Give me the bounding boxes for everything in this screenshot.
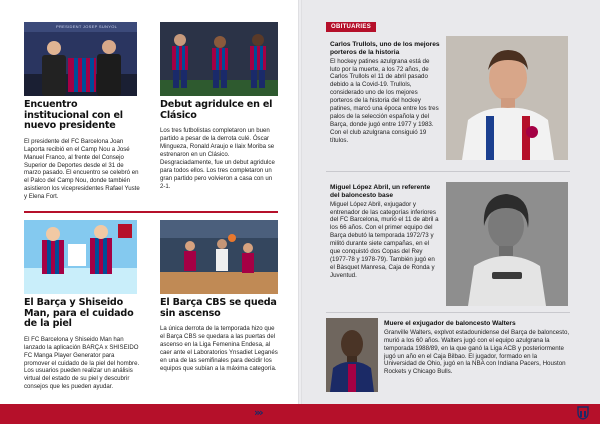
- footer-bar: [0, 404, 600, 424]
- club-crest-icon: [576, 406, 590, 420]
- obituary-photo-walters: [326, 318, 378, 392]
- obituary-photo-lopez: [446, 182, 568, 306]
- page-spine: [298, 0, 302, 424]
- obituary-lopez: [330, 184, 440, 280]
- section-divider: [24, 211, 278, 213]
- players-photo-illustration: [160, 22, 278, 96]
- portrait-illustration: [326, 318, 378, 392]
- obituary-title: Carlos Trullols, uno de los mejores porteros de la historia: [330, 41, 440, 56]
- article-body: La única derrota de la temporada hizo que el Barça CBS se quedara a las puertas del ascenso en la Liga Femenina Endesa, al caer ante el Laboratorios Ynsadiet Leganés en una de las semifinales para decidir los equipos que subían a la máxima categoría.: [160, 325, 278, 372]
- article-encuentro: [24, 100, 140, 201]
- chevron-right-icon: ›››: [254, 406, 262, 419]
- obituary-divider: [326, 171, 570, 172]
- article-title: Encuentro institucional con el nuevo presidente: [24, 99, 123, 132]
- article-photo-clasico: [160, 22, 278, 96]
- article-title: El Barça y Shiseido Man, para el cuidado de la piel: [24, 297, 134, 330]
- obituary-divider: [326, 312, 570, 313]
- obituary-title: Miguel López Abril, un referente del baloncesto base: [330, 184, 431, 199]
- article-title: Debut agridulce en el Clásico: [160, 99, 273, 121]
- obituary-body: Granville Walters, explvot estadounidense del Barça de baloncesto, murió a los 60 años. Walters jugó con el equipo azulgrana la temporada 1988/89, en la que ganó la Liga ACB y posteriormente jugó un año en el Caja Bilbao. El jugador, formado en la Universidad de Ohio, jugó en la NBA con Indiana Pacers, Houston Rockets y Chicago Bulls.: [384, 328, 570, 376]
- obituary-walters: [384, 320, 570, 376]
- article-photo-shiseido: [24, 220, 137, 294]
- obituary-body: El hockey patines azulgrana está de luto por la muerte, a los 72 años, de Carlos Trullols el 11 de abril pasado debido a la Covid-19. Trullols, considerado uno de los mejores porteros de la historia del hockey patines, marcó una época entre los tres palos de la selección española y del Barça, donde jugó entre 1977 y 1983. Con el club azulgrana consiguió 19 títulos.: [330, 57, 439, 144]
- portrait-illustration: [446, 36, 568, 160]
- article-title: El Barça CBS se queda sin ascenso: [160, 297, 277, 319]
- article-body: El presidente del FC Barcelona Joan Laporta recibió en el Camp Nou a José Manuel Franco, al frente del Consejo Superior de Deportes desde el 31 de marzo pasado. El encuentro se celebró en el Palco del Camp Nou, donde también asistieron los vicepresidentes Rafael Yuste y Elena Fort.: [24, 137, 140, 201]
- article-body: El FC Barcelona y Shiseido Man han lanzado la aplicación BARÇA x SHISEIDO FC Manga Player Generator para promover el cuidado de la piel del hombre. Los usuarios pueden realizar un análisis virtual del estado de su piel y descubrir consejos que les pueden ayudar.: [24, 335, 140, 391]
- article-debut: [160, 100, 278, 190]
- article-photo-cbs: [160, 220, 278, 294]
- obituary-trullols: [330, 41, 440, 145]
- article-shiseido: [24, 298, 140, 391]
- obituary-body: Miguel López Abril, exjugador y entrenador de las categorías inferiores del FC Barcelona, murió el 11 de abril a los 66 años. Con el primer equipo del Barça debutó la temporada 1972/73 y militó durante siete campañas, en el que conquistó dos Copas del Rey (1977-78 y 1978-79). También jugó en el Bàsquet Manresa, Caja de Ronda y Juventud.: [330, 200, 439, 279]
- photo-caption: PRESIDENT JOSEP SUNYOL: [56, 24, 118, 29]
- article-photo-laporta: [24, 22, 137, 96]
- portrait-illustration: [446, 182, 568, 306]
- meeting-photo-illustration: [24, 22, 137, 96]
- manga-illustration: [24, 220, 137, 294]
- section-label-obituaries: OBITUARIES: [326, 22, 376, 32]
- article-body: Los tres futbolistas completaron un buen partido a pesar de la derrota culé. Óscar Mingueza, Ronald Araujo e Ilaix Moriba se estrenaron en un Clásico. Desgraciadamente, fue un debut agridulce para todos ellos. Los tres completaron un gran partido pero volvieron a casa con un 2-1.: [160, 127, 275, 190]
- article-cbs: [160, 298, 278, 373]
- obituary-title: Muere el exjugador de baloncesto Walters: [384, 320, 516, 327]
- obituary-photo-trullols: [446, 36, 568, 160]
- basketball-photo-illustration: [160, 220, 278, 294]
